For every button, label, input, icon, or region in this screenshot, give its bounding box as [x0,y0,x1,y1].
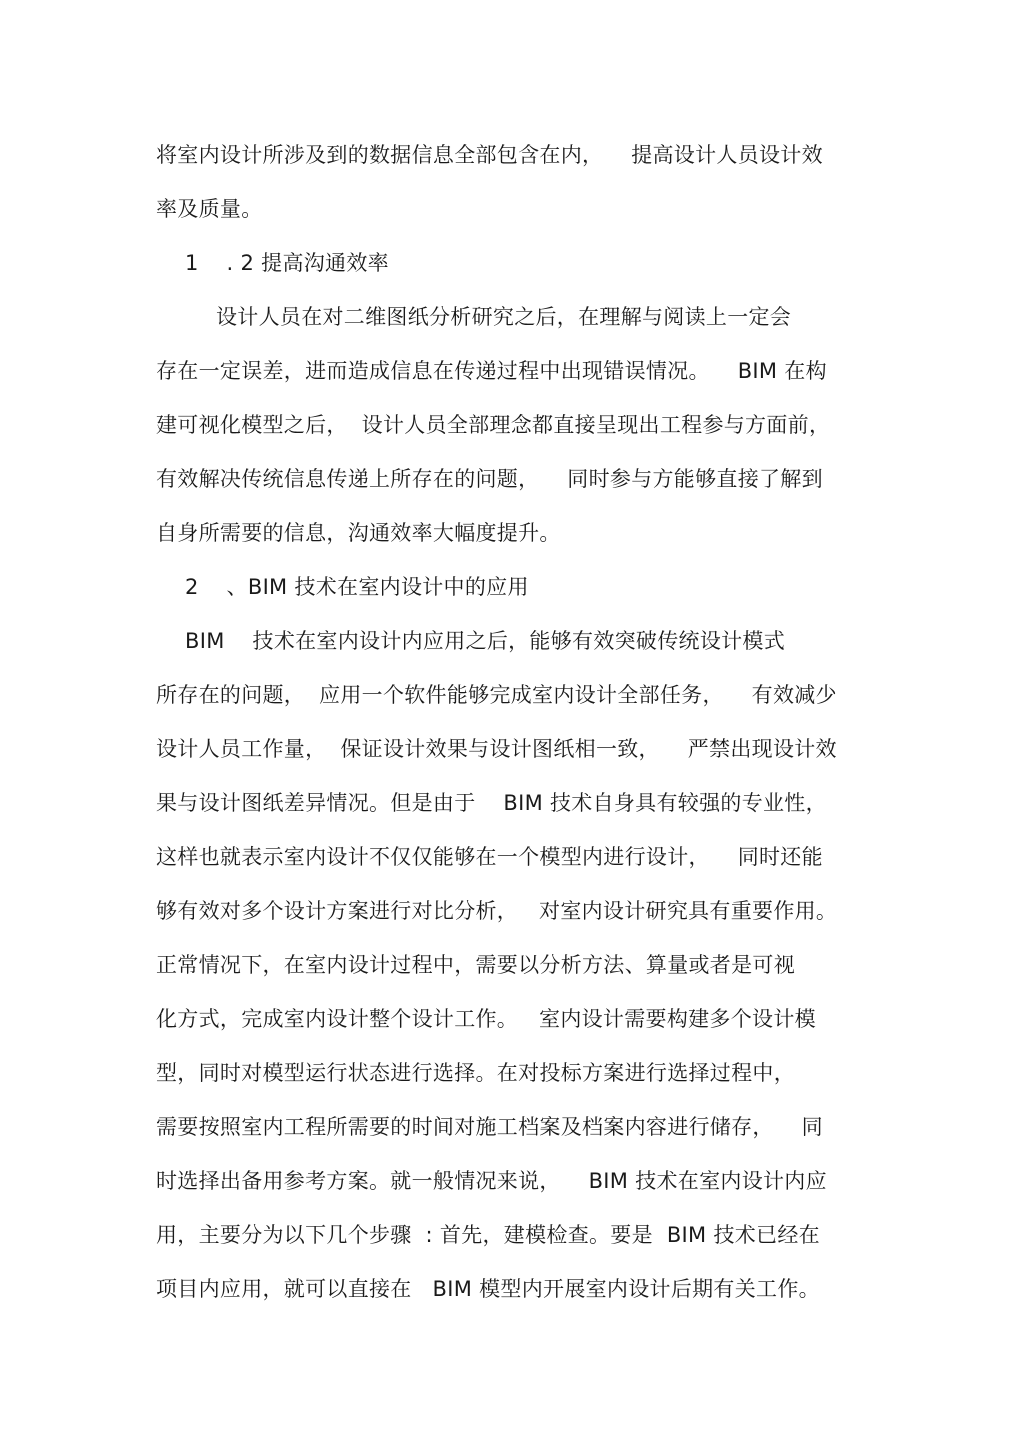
text-line-20: 时选择出备用参考方案。就一般情况来说， BIM 技术在室内设计内应 [156,1169,827,1193]
text-line-21: 用，主要分为以下几个步骤 : 首先，建模检查。要是 BIM 技术已经在 [156,1223,820,1247]
text-line-6: 建可视化模型之后， 设计人员全部理念都直接呈现出工程参与方面前， [156,413,831,437]
text-line-14: 这样也就表示室内设计不仅仅能够在一个模型内进行设计， 同时还能 [156,845,823,869]
text-line-7: 有效解决传统信息传递上所存在的问题， 同时参与方能够直接了解到 [156,467,823,491]
section-heading-2: 2 、BIM 技术在室内设计中的应用 [185,575,529,599]
text-line-17: 化方式，完成室内设计整个设计工作。 室内设计需要构建多个设计模 [156,1007,816,1031]
text-line-11: 所存在的问题， 应用一个软件能够完成室内设计全部任务， 有效减少 [156,683,837,707]
text-line-22: 项目内应用，就可以直接在 BIM 模型内开展室内设计后期有关工作。 [156,1277,820,1301]
text-line-2: 率及质量。 [156,197,263,221]
text-line-19: 需要按照室内工程所需要的时间对施工档案及档案内容进行储存， 同 [156,1115,823,1139]
text-line-8: 自身所需要的信息，沟通效率大幅度提升。 [156,521,561,545]
text-line-13: 果与设计图纸差异情况。但是由于 BIM 技术自身具有较强的专业性， [156,791,827,815]
text-line-10: BIM 技术在室内设计内应用之后，能够有效突破传统设计模式 [185,629,786,653]
text-line-18: 型，同时对模型运行状态进行选择。在对投标方案进行选择过程中， [156,1061,795,1085]
text-line-5: 存在一定误差，进而造成信息在传递过程中出现错误情况。 BIM 在构 [156,359,827,383]
text-line-4: 设计人员在对二维图纸分析研究之后，在理解与阅读上一定会 [216,305,792,329]
text-line-15: 够有效对多个设计方案进行对比分析， 对室内设计研究具有重要作用。 [156,899,838,923]
text-line-16: 正常情况下，在室内设计过程中，需要以分析方法、算量或者是可视 [156,953,795,977]
text-line-1: 将室内设计所涉及到的数据信息全部包含在内， 提高设计人员设计效 [156,143,823,167]
section-heading-1-2: 1 . 2 提高沟通效率 [185,251,389,275]
text-line-12: 设计人员工作量， 保证设计效果与设计图纸相一致， 严禁出现设计效 [156,737,837,761]
